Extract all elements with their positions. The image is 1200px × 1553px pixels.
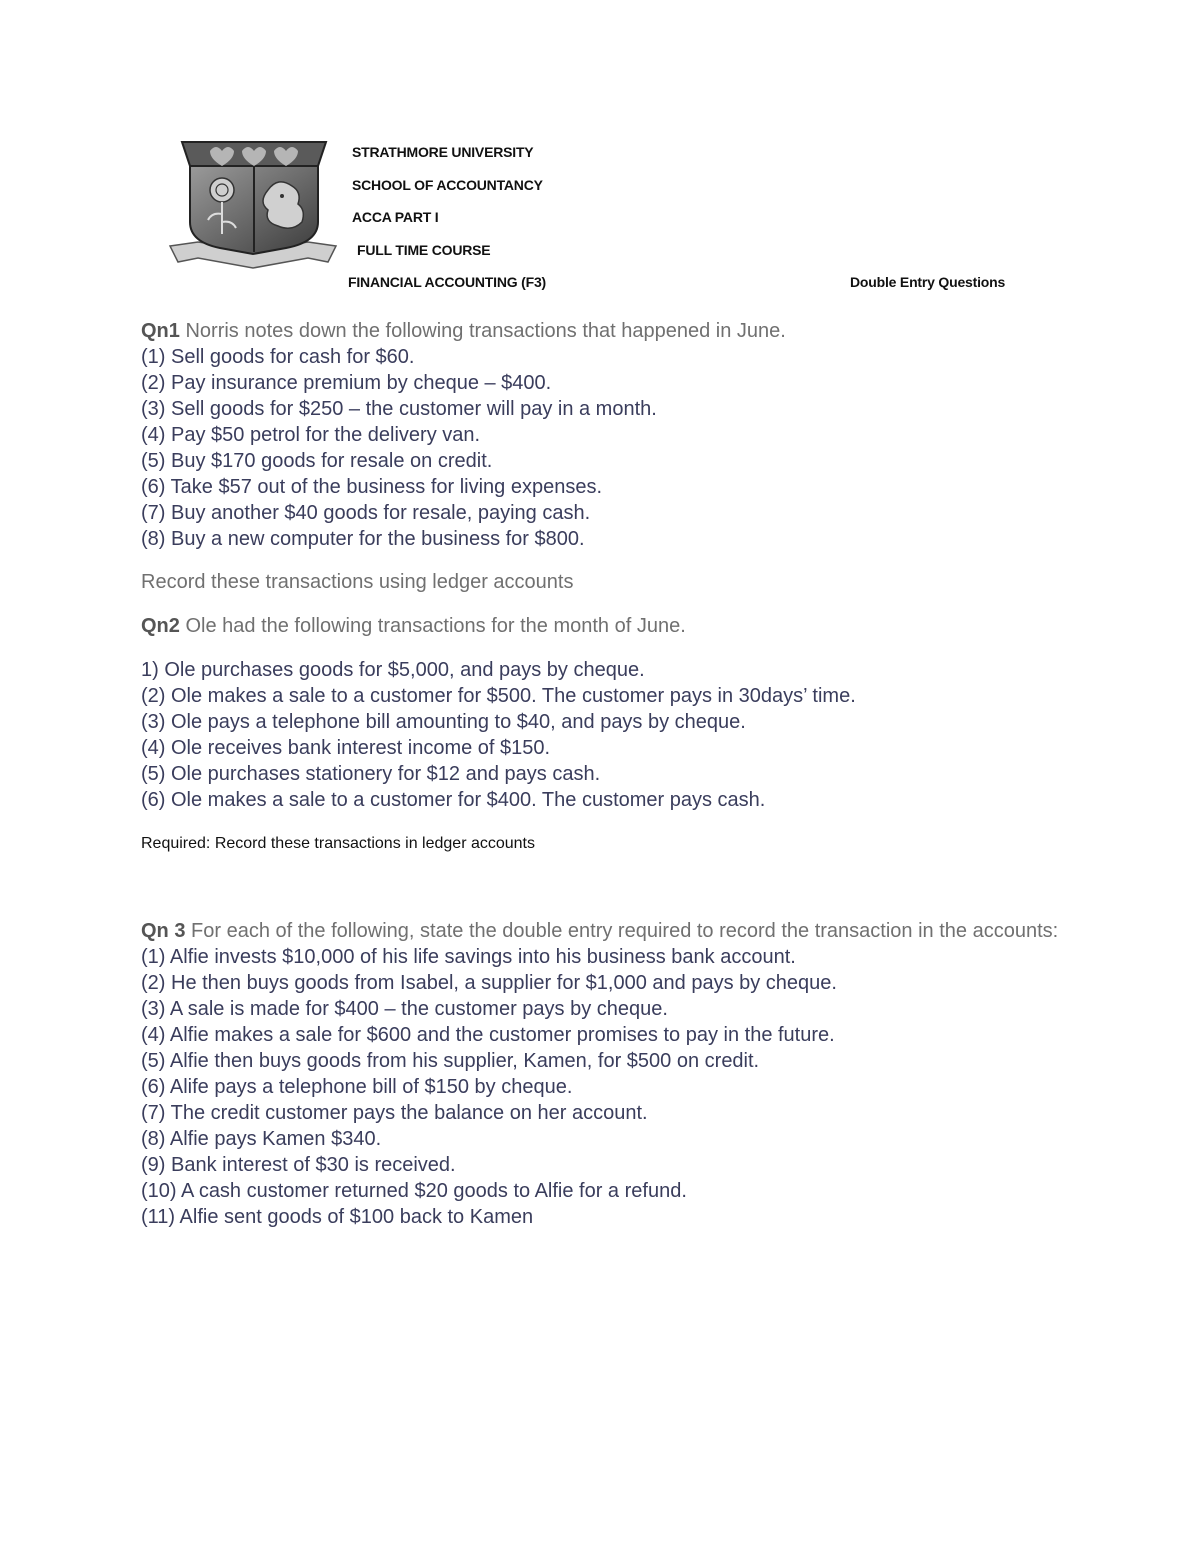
list-item: (1) Alfie invests $10,000 of his life savings into his business bank account.: [141, 946, 796, 968]
question-2-label: Qn2: [141, 615, 180, 637]
list-item: (5) Alfie then buys goods from his supplier, Kamen, for $500 on credit.: [141, 1050, 760, 1072]
list-item: (2) He then buys goods from Isabel, a supplier for $1,000 and pays by cheque.: [141, 972, 837, 994]
question-1-instruction: Record these transactions using ledger accounts: [141, 571, 574, 593]
question-2-required: Required: Record these transactions in ledger accounts: [141, 835, 535, 852]
list-item: (6) Alife pays a telephone bill of $150 by cheque.: [141, 1076, 573, 1098]
subject-title: FINANCIAL ACCOUNTING (F3): [348, 274, 546, 290]
list-item: (2) Pay insurance premium by cheque – $400.: [141, 372, 552, 394]
list-item: (9) Bank interest of $30 is received.: [141, 1154, 456, 1176]
question-1-intro: Norris notes down the following transactions that happened in June.: [179, 320, 786, 342]
question-1-label: Qn1: [141, 320, 180, 342]
question-3: [141, 918, 1061, 1230]
list-item: (3) Ole pays a telephone bill amounting to $40, and pays by cheque.: [141, 711, 746, 733]
question-3-heading: [141, 918, 1061, 944]
list-item: (4) Alfie makes a sale for $600 and the customer promises to pay in the future.: [141, 1024, 835, 1046]
question-3-intro: For each of the following, state the double entry required to record the transaction in the accounts:: [185, 920, 1059, 942]
question-2-intro: Ole had the following transactions for the month of June.: [179, 615, 686, 637]
list-item: (4) Ole receives bank interest income of $150.: [141, 737, 551, 759]
list-item: (11) Alfie sent goods of $100 back to Kamen: [141, 1206, 534, 1228]
list-item: (3) Sell goods for $250 – the customer will pay in a month.: [141, 398, 657, 420]
list-item: (10) A cash customer returned $20 goods to Alfie for a refund.: [141, 1180, 687, 1202]
list-item: (7) The credit customer pays the balance on her account.: [141, 1102, 648, 1124]
university-crest-logo: [168, 138, 338, 274]
question-2: [141, 613, 1061, 639]
question-3-label: Qn 3: [141, 920, 186, 942]
university-name: STRATHMORE UNIVERSITY: [352, 144, 534, 160]
document-title: Double Entry Questions: [850, 274, 1006, 290]
list-item: (6) Take $57 out of the business for living expenses.: [141, 476, 603, 498]
list-item: (8) Buy a new computer for the business for $800.: [141, 528, 585, 550]
question-2-heading: [141, 613, 1061, 639]
acca-part: ACCA PART I: [352, 209, 439, 225]
list-item: (6) Ole makes a sale to a customer for $400. The customer pays cash.: [141, 789, 766, 811]
list-item: (5) Buy $170 goods for resale on credit.: [141, 450, 493, 472]
list-item: 1) Ole purchases goods for $5,000, and pays by cheque.: [141, 659, 645, 681]
list-item: (7) Buy another $40 goods for resale, paying cash.: [141, 502, 591, 524]
course-type: FULL TIME COURSE: [357, 242, 491, 258]
list-item: (1) Sell goods for cash for $60.: [141, 346, 415, 368]
school-name: SCHOOL OF ACCOUNTANCY: [352, 177, 543, 193]
question-2-items: [141, 657, 1061, 813]
question-1: [141, 318, 1061, 552]
list-item: (3) A sale is made for $400 – the customer pays by cheque.: [141, 998, 668, 1020]
question-1-heading: [141, 318, 1061, 344]
list-item: (5) Ole purchases stationery for $12 and pays cash.: [141, 763, 601, 785]
list-item: (8) Alfie pays Kamen $340.: [141, 1128, 382, 1150]
list-item: (4) Pay $50 petrol for the delivery van.: [141, 424, 481, 446]
list-item: (2) Ole makes a sale to a customer for $500. The customer pays in 30days’ time.: [141, 685, 856, 707]
